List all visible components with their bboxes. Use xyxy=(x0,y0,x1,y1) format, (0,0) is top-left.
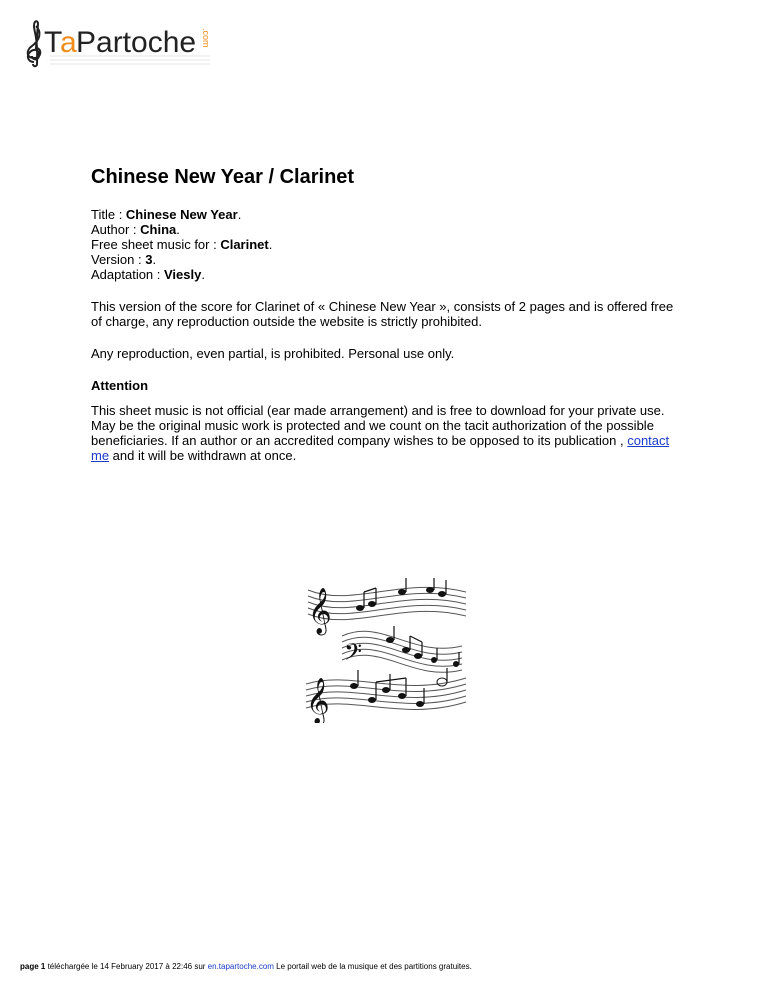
footer-page-label: page 1 xyxy=(20,962,46,971)
reproduction-notice: Any reproduction, even partial, is prohibited. Personal use only. xyxy=(91,346,455,361)
logo-text-a: a xyxy=(60,26,77,59)
svg-text:𝄢: 𝄢 xyxy=(344,638,363,671)
svg-text:𝄞: 𝄞 xyxy=(308,588,332,634)
meta-title: Title : Chinese New Year. xyxy=(91,207,242,222)
logo-text-partoche: Partoche xyxy=(76,26,197,59)
footer-text-after: Le portail web de la musique et des partitions gratuites. xyxy=(273,962,472,971)
music-staff-illustration-icon xyxy=(302,578,470,723)
meta-instrument: Free sheet music for : Clarinet. xyxy=(91,237,273,252)
intro-paragraph: This version of the score for Clarinet of « Chinese New Year », consists of 2 pages and is offered free of charge, any reproduction outside the website is strictly prohibited. xyxy=(91,299,674,329)
svg-text:𝄞: 𝄞 xyxy=(306,678,330,723)
document-content xyxy=(91,165,681,480)
footer-text-before: téléchargée le 14 February 2017 à 22:46 sur xyxy=(45,962,208,971)
treble-clef-logo-icon xyxy=(28,21,41,66)
meta-adaptation: Adaptation : Viesly. xyxy=(91,267,205,282)
page-footer xyxy=(20,962,472,972)
footer-site-link[interactable]: en.tapartoche.com xyxy=(207,962,274,971)
metadata-block xyxy=(91,207,681,282)
page-title: Chinese New Year / Clarinet xyxy=(91,166,355,188)
attention-heading: Attention xyxy=(91,378,149,393)
logo-text-com: .com xyxy=(201,28,211,48)
meta-version: Version : 3. xyxy=(91,252,157,267)
contact-me-link[interactable]: contact me xyxy=(91,433,670,463)
logo-text-t: T xyxy=(44,26,63,59)
attention-paragraph: This sheet music is not official (ear made arrangement) and is free to download for your private use. May be the original music work is protected and we count on the tacit authorization of the possible beneficiaries. If an author or an accredited company wishes to be opposed to its publication , contact me and it will be withdrawn at once. xyxy=(91,403,670,463)
meta-author: Author : China. xyxy=(91,222,180,237)
tapartoche-logo[interactable] xyxy=(20,18,220,68)
